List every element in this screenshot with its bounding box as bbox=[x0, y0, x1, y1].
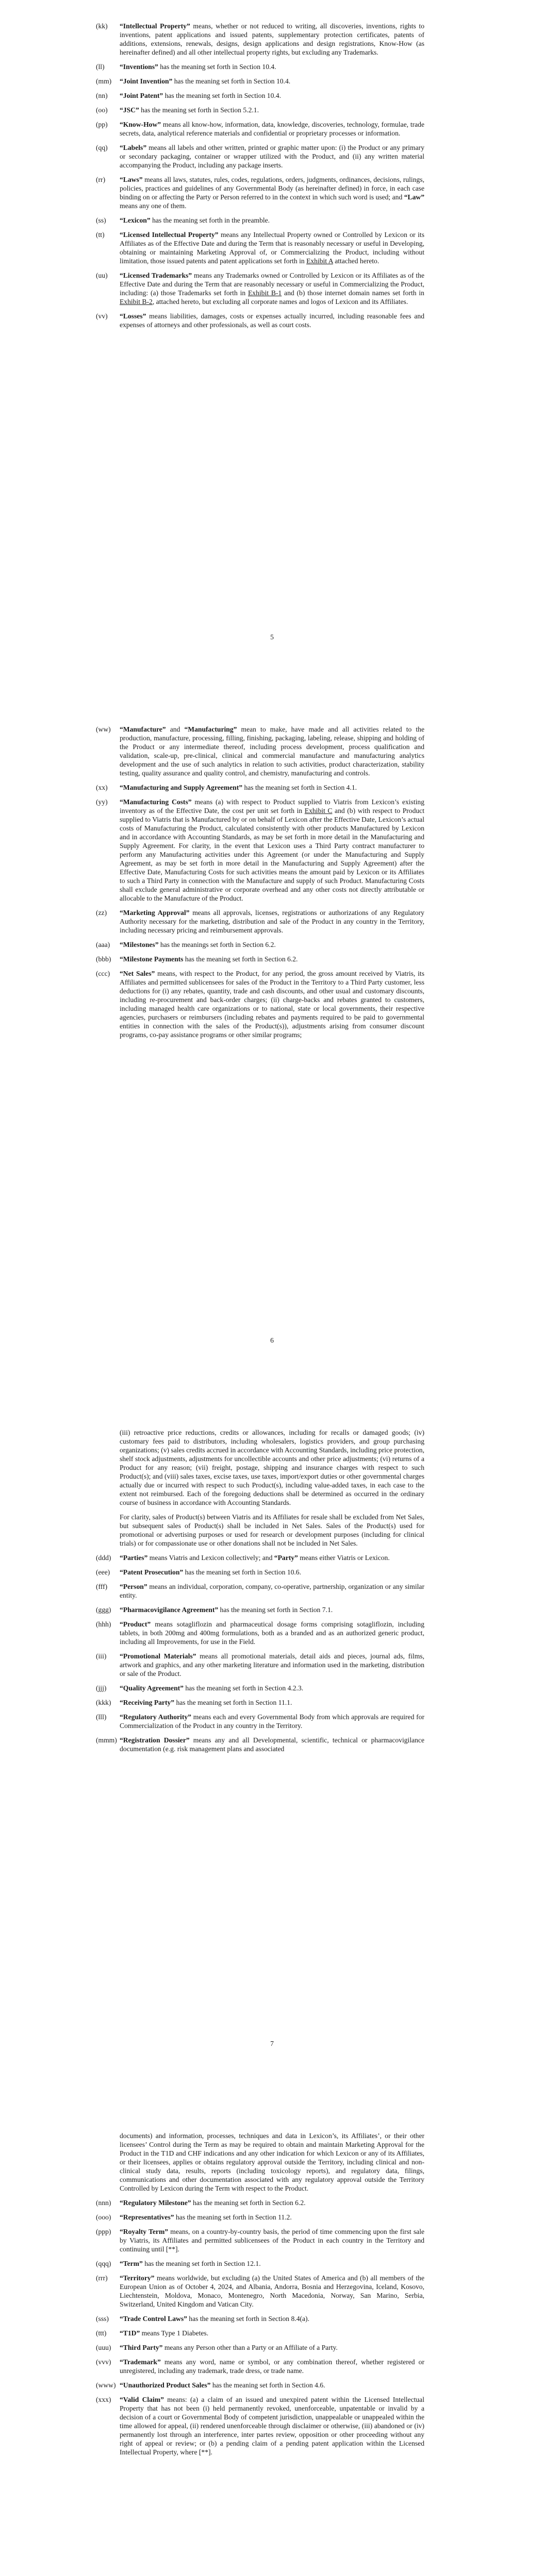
definition-text: means: (a) a claim of an issued and unexpired patent within the Licensed Intellectual Property that has not been (i) held permanently revoked, unenforceable, unpatentable or invalid by a decision of a court or Governmental Body of competent jurisdiction, unappealable or unappealed within the time allowed for appeal, (ii) rendered unenforceable through disclaimer or otherwise, (iii) abandoned or (iv) permanently lost through an interference, inter partes review, opposition or other proceeding without any right of appeal or review; or (b) a pending claim of a pending patent application within the Licensed Intellectual Property, where [**]. bbox=[120, 2396, 424, 2456]
definition-item bbox=[0, 1713, 544, 1730]
definition-text: means any one of them. bbox=[120, 202, 187, 210]
page-content bbox=[0, 2131, 544, 2462]
defined-term: “Party” bbox=[274, 1554, 298, 1562]
defined-term: “Manufacture” bbox=[120, 725, 166, 733]
definition-text: has the meaning set forth in the preamble. bbox=[150, 216, 270, 224]
definition-text: has the meaning set forth in Section 10.4. bbox=[158, 63, 276, 71]
definition-text: means any Intellectual Property owned or Controlled by Lexicon or its Affiliates as of the Effective Date and during the Term that is reasonably necessary or useful in Developing, obtaining or maintaining Marketing Approval of, or Commercializing the Product, including without limitation, those issued patents and patent applications set forth in bbox=[120, 231, 424, 265]
defined-term: “Pharmacovigilance Agreement” bbox=[120, 1606, 219, 1614]
definition-text: has the meaning set forth in Section 11.1. bbox=[174, 1699, 292, 1706]
page-content bbox=[0, 725, 544, 1045]
definition-label: (xx) bbox=[96, 784, 108, 791]
defined-term: “Promotional Materials” bbox=[120, 1652, 196, 1660]
defined-term: “Manufacturing” bbox=[184, 725, 237, 733]
definition-text: means (a) with respect to Product supplied to Viatris from Lexicon’s existing inventory as of the Effective Date, the cost per unit set forth in bbox=[120, 798, 424, 815]
definition-text: means an individual, corporation, company, co-operative, partnership, organization or any similar entity. bbox=[120, 1583, 424, 1599]
definition-text: has the meaning set forth in Section 6.2. bbox=[191, 2199, 306, 2207]
definition-label: (ww) bbox=[96, 725, 111, 733]
definition-label: (xxx) bbox=[96, 2396, 111, 2403]
definition-text: means any Trademarks owned or Controlled by Lexicon or its Affiliates as of the Effective Date and during the Term that are reasonably necessary or useful in Commercializing the Product, including: (a) those Trademarks set forth in bbox=[120, 272, 424, 297]
defined-term: “Royalty Term” bbox=[120, 2228, 169, 2235]
definition-item bbox=[0, 798, 544, 903]
definition-item bbox=[0, 91, 544, 100]
exhibit-reference: Exhibit A bbox=[306, 257, 333, 265]
definition-item bbox=[0, 1698, 544, 1707]
definition-label: (zz) bbox=[96, 909, 107, 917]
definition-text: means, whether or not reduced to writing, all discoveries, inventions, rights to inventions, patent applications and issued patents, supplementary protection certificates, patents of additions, extensions, renewals, designs, design applications and design registrations, Know-How (as hereinafter defined) and all other intellectual property rights, but excluding any Trademarks. bbox=[120, 22, 424, 56]
page-number: 7 bbox=[270, 2040, 274, 2047]
definition-label: (ccc) bbox=[96, 970, 110, 977]
definition-item bbox=[0, 1620, 544, 1646]
definition-item bbox=[0, 1684, 544, 1692]
definition-item bbox=[0, 1605, 544, 1614]
definition-item bbox=[0, 143, 544, 170]
defined-term: “Parties” bbox=[120, 1554, 148, 1562]
definition-label: (rrr) bbox=[96, 2274, 108, 2282]
definition-item bbox=[0, 22, 544, 57]
definition-label: (mm) bbox=[96, 77, 112, 85]
definition-label: (nnn) bbox=[96, 2199, 111, 2207]
page-6 bbox=[0, 703, 544, 1406]
exhibit-reference: Exhibit B-1 bbox=[248, 289, 282, 297]
definition-label: (iii) bbox=[96, 1652, 107, 1660]
defined-term: “Marketing Approval” bbox=[120, 909, 190, 917]
definition-item bbox=[0, 1652, 544, 1678]
definition-text: means Type 1 Diabetes. bbox=[140, 2329, 209, 2337]
defined-term: “Lexicon” bbox=[120, 216, 151, 224]
defined-term: “Milestones” bbox=[120, 941, 159, 948]
definition-item bbox=[0, 783, 544, 792]
definition-text: has the meaning set forth in Section 5.2.1. bbox=[139, 106, 259, 114]
definition-label: (ttt) bbox=[96, 2329, 107, 2337]
definition-text: means liabilities, damages, costs or expenses actually incurred, including reasonable fees and expenses of attorneys and other professionals, as well as court costs. bbox=[120, 312, 424, 329]
definition-text: has the meaning set forth in Section 11.2. bbox=[174, 2213, 292, 2221]
defined-term: “Law” bbox=[404, 193, 424, 201]
definition-text: means any Person other than a Party or an Affiliate of a Party. bbox=[162, 2344, 338, 2351]
defined-term: “Joint Patent” bbox=[120, 92, 163, 99]
definition-text: means Viatris and Lexicon collectively; and bbox=[147, 1554, 274, 1562]
definition-label: (rr) bbox=[96, 176, 106, 183]
definition-item bbox=[0, 2259, 544, 2268]
definition-text: means each and every Governmental Body from which approvals are required for Commercialization of the Product in any country in the Territory. bbox=[120, 1713, 425, 1730]
definition-label: (uu) bbox=[96, 272, 108, 279]
definition-label: (oo) bbox=[96, 106, 108, 114]
definition-text: means all know-how, information, data, knowledge, discoveries, technology, formulae, trade secrets, data, analytical reference materials and confidential or proprietary processes or information. bbox=[120, 121, 424, 137]
defined-term: “Representatives” bbox=[120, 2213, 174, 2221]
definition-text: mean to make, have made and all activities related to the production, manufacture, processing, filling, finishing, packaging, labeling, release, shipping and holding of the Product or any intermediate thereof, including process development, process qualification and validation, scale-up, pre-clinical, clinical and commercial manufacture and manufacturing analytics development and the use of such analytics in relation to such activities, product characterization, stability testing, quality assurance and quality control, and chemistry, manufacturing and controls. bbox=[120, 725, 424, 777]
definition-text: means any word, name or symbol, or any combination thereof, whether registered or unregistered, including any trademark, trade dress, or trade name. bbox=[120, 2358, 424, 2375]
definition-label: (qqq) bbox=[96, 2260, 111, 2267]
definition-text: has the meaning set forth in Section 4.6. bbox=[210, 2381, 325, 2389]
definition-text: means all labels and other written, printed or graphic matter upon: (i) the Product or any primary or secondary packaging, container or wrapper utilized with the Product, and (ii) any written material accompanying the Product, including any package inserts. bbox=[120, 144, 424, 169]
definition-text: has the meaning set forth in Section 10.4. bbox=[172, 77, 291, 85]
definition-text: has the meaning set forth in Section 12.1. bbox=[142, 2260, 261, 2267]
defined-term: “Intellectual Property” bbox=[120, 22, 190, 30]
definition-text: means sotagliflozin and pharmaceutical dosage forms comprising sotagliflozin, including tablets, in both 200mg and 400mg formulations, both as a branded and as an authorized generic product, including all Improvements, for use in the Field. bbox=[120, 1620, 424, 1646]
page-number: 6 bbox=[270, 1336, 274, 1344]
definition-text: has the meanings set forth in Section 6.2. bbox=[158, 941, 276, 948]
definition-item bbox=[0, 969, 544, 1039]
definition-text: , attached hereto, but excluding all corporate names and logos of Lexicon and its Affiliates. bbox=[152, 298, 408, 306]
definition-label: (lll) bbox=[96, 1713, 107, 1721]
definition-item bbox=[0, 955, 544, 963]
defined-term: “Laws” bbox=[120, 176, 143, 183]
definition-label: (qq) bbox=[96, 144, 108, 151]
defined-term: “Trademark” bbox=[120, 2358, 161, 2366]
definition-label: (yy) bbox=[96, 798, 108, 806]
definition-item bbox=[0, 120, 544, 138]
definition-item bbox=[0, 2343, 544, 2352]
defined-term: “Joint Invention” bbox=[120, 77, 173, 85]
defined-term: “Territory” bbox=[120, 2274, 155, 2282]
definition-label: (tt) bbox=[96, 231, 105, 239]
definition-text: documents) and information, processes, techniques and data in Lexicon’s, its Affiliates’, or their other licensees’ Control during the Term as may be required to obtain and maintain Marketing Approval for the Product in the T1D and CHF indications and any other indication for which Lexicon or any of its Affiliates, or their licensees, applies or obtains regulatory approval outside the Territory, including clinical and non-clinical study data, results, reports (including toxicology reports), and regulatory data, filings, communications and other documentation associated with any regulatory approval outside the Territory Controlled by Lexicon during the Term with respect to the Product. bbox=[120, 2132, 424, 2192]
definition-item bbox=[0, 77, 544, 86]
definition-label: (ppp) bbox=[96, 2228, 111, 2235]
definition-text: means all laws, statutes, rules, codes, regulations, orders, judgments, ordinances, decisions, rulings, policies, practices and guidelines of any Governmental Body (as hereinafter defined) in force, in each case binding on or affecting the Party or Person referred to in the context in which such word is used; and bbox=[120, 176, 424, 201]
defined-term: “Labels” bbox=[120, 144, 147, 151]
definition-text: means any and all Developmental, scientific, technical or pharmacovigilance documentation (e.g. risk management plans and associated bbox=[120, 1736, 424, 1753]
defined-term: “Inventions” bbox=[120, 63, 158, 71]
defined-term: “Receiving Party” bbox=[120, 1699, 175, 1706]
definition-text: means, on a country-by-country basis, the period of time commencing upon the first sale by Viatris, its Affiliates and permitted sublicensees of the Product in each country in the Territory and continuing until [**]. bbox=[120, 2228, 424, 2253]
definition-text: means either Viatris or Lexicon. bbox=[298, 1554, 390, 1562]
exhibit-reference: Exhibit C bbox=[304, 807, 333, 815]
definition-label: (uuu) bbox=[96, 2344, 111, 2351]
definition-label: (ddd) bbox=[96, 1554, 111, 1562]
page-number: 5 bbox=[270, 633, 274, 641]
definition-text: has the meaning set forth in Section 7.1. bbox=[218, 1606, 333, 1614]
definition-item bbox=[0, 2274, 544, 2309]
definition-item bbox=[0, 271, 544, 306]
definition-text: has the meaning set forth in Section 10.6. bbox=[183, 1568, 302, 1576]
definition-text: and (b) with respect to Product supplied to Viatris that is Manufactured by or on behalf of Lexicon after the Effective Date, Lexicon’s actual costs of Manufacturing the Product, calculated consistently with other products Manufactured by Lexicon and in accordance with Accounting Standards, as may be set forth in more detail in the Manufacturing and Supply Agreement. For clarity, in the event that Lexicon uses a Third Party contract manufacturer to perform any Manufacturing activities under this Agreement (or under the Manufacturing and Supply Agreement, as may be set forth in more detail in the Manufacturing and Supply Agreement) after the Effective Date, Manufacturing Costs for such activities means the amount paid by Lexicon or its Affiliates to such a Third Party in connection with the Manufacture and supply of such Product. Manufacturing Costs shall exclude general administrative or corporate overhead and any other costs not directly attributable or allocable to the Manufacture of the Product. bbox=[120, 807, 424, 902]
definition-label: (ss) bbox=[96, 216, 106, 224]
defined-term: “Regulatory Milestone” bbox=[120, 2199, 191, 2207]
definition-item bbox=[0, 312, 544, 329]
definition-item bbox=[0, 2227, 544, 2253]
definition-item bbox=[0, 1582, 544, 1600]
definition-continuation bbox=[0, 1513, 544, 1548]
definition-item bbox=[0, 940, 544, 949]
definition-item bbox=[0, 1568, 544, 1577]
defined-term: “Manufacturing Costs” bbox=[120, 798, 192, 806]
page-content bbox=[0, 1428, 544, 1759]
definition-label: (kkk) bbox=[96, 1699, 111, 1706]
definition-continuation bbox=[0, 2131, 544, 2193]
defined-term: “JSC” bbox=[120, 106, 139, 114]
definition-item bbox=[0, 2358, 544, 2375]
defined-term: “Person” bbox=[120, 1583, 147, 1590]
definition-label: (eee) bbox=[96, 1568, 110, 1576]
defined-term: “Regulatory Authority” bbox=[120, 1713, 191, 1721]
definition-label: (vv) bbox=[96, 312, 108, 320]
definition-item bbox=[0, 175, 544, 210]
defined-term: “Third Party” bbox=[120, 2344, 163, 2351]
page-8 bbox=[0, 2110, 544, 2576]
definition-item bbox=[0, 908, 544, 935]
definition-item bbox=[0, 2381, 544, 2389]
definition-text: has the meaning set forth in Section 8.4(a). bbox=[187, 2315, 309, 2323]
definition-text: means all promotional materials, detail aids and pieces, journal ads, films, artwork and graphics, and any other marketing literature and information used in the marketing, distribution or sale of the Product. bbox=[120, 1652, 424, 1677]
definition-item bbox=[0, 230, 544, 265]
definition-label: (jjj) bbox=[96, 1684, 107, 1692]
definition-label: (aaa) bbox=[96, 941, 110, 948]
defined-term: “Trade Control Laws” bbox=[120, 2315, 187, 2323]
definition-label: (pp) bbox=[96, 121, 108, 128]
definition-label: (bbb) bbox=[96, 955, 111, 963]
definition-item bbox=[0, 106, 544, 114]
definition-item bbox=[0, 2314, 544, 2323]
definition-item bbox=[0, 2198, 544, 2207]
definition-continuation bbox=[0, 1428, 544, 1507]
defined-term: “Patent Prosecution” bbox=[120, 1568, 184, 1576]
definition-text: has the meaning set forth in Section 6.2. bbox=[183, 955, 298, 963]
definition-label: (mmm) bbox=[96, 1736, 117, 1744]
definition-text: means worldwide, but excluding (a) the United States of America and (b) all members of the European Union as of October 4, 2024, and Albania, Andorra, Bosnia and Herzegovina, Iceland, Kosovo, Liechtenstein, Moldova, Monaco, Montenegro, North Macedonia, Norway, San Marino, Serbia, Switzerland, United Kingdom and Vatican City. bbox=[120, 2274, 424, 2308]
definition-item bbox=[0, 1736, 544, 1753]
defined-term: “Unauthorized Product Sales” bbox=[120, 2381, 211, 2389]
page-5 bbox=[0, 0, 544, 703]
definition-label: (nn) bbox=[96, 92, 108, 99]
defined-term: “Losses” bbox=[120, 312, 146, 320]
defined-term: “Net Sales” bbox=[120, 970, 155, 977]
defined-term: “Licensed Trademarks” bbox=[120, 272, 192, 279]
definition-label: (sss) bbox=[96, 2315, 109, 2323]
definition-label: (fff) bbox=[96, 1583, 108, 1590]
defined-term: “Registration Dossier” bbox=[120, 1736, 190, 1744]
definition-text: For clarity, sales of Product(s) between Viatris and its Affiliates for resale shall be excluded from Net Sales, but subsequent sales of Product(s) shall be included in Net Sales. Sales of the Product(s) used for promotional or advertising purposes or used for research or development purposes (including for clinical trials) or for compassionate use or other donations shall not be included in Net Sales. bbox=[120, 1513, 424, 1547]
page-7 bbox=[0, 1406, 544, 2110]
definition-text: means all approvals, licenses, registrations or authorizations of any Regulatory Authority necessary for the marketing, distribution and sale of the Product in any country in the Territory, including necessary pricing and reimbursement approvals. bbox=[120, 909, 424, 934]
definition-text: and bbox=[166, 725, 185, 733]
definition-item bbox=[0, 216, 544, 225]
definition-text: has the meaning set forth in Section 4.1. bbox=[242, 784, 357, 791]
definition-label: (hhh) bbox=[96, 1620, 111, 1628]
definition-text: attached hereto. bbox=[333, 257, 380, 265]
defined-term: “Valid Claim” bbox=[120, 2396, 164, 2403]
page-content bbox=[0, 22, 544, 335]
definition-label: (ll) bbox=[96, 63, 105, 71]
definition-text: (iii) retroactive price reductions, credits or allowances, including for recalls or damaged goods; (iv) customary fees paid to distributors, including wholesalers, logistics providers, and group purchasing organizations; (v) sales credits accrued in accordance with Accounting Standards, including price protection, shelf stock adjustments, adjustments for uncollectible accounts and other price adjustments; (vi) returns of a Product for any reason; (vii) freight, postage, shipping and insurance charges with respect to such Product(s); and (viii) sales taxes, excise taxes, use taxes, import/export duties or other governmental charges actually due or incurred with respect to such Product(s), including value-added taxes, in each case to the extent not reimbursed. Each of the foregoing deductions shall be determined as occurred in the ordinary course of business in accordance with Accounting Standards. bbox=[120, 1429, 424, 1506]
exhibit-reference: Exhibit B-2 bbox=[120, 298, 153, 306]
defined-term: “Product” bbox=[120, 1620, 151, 1628]
defined-term: “T1D” bbox=[120, 2329, 140, 2337]
defined-term: “Licensed Intellectual Property” bbox=[120, 231, 219, 239]
defined-term: “Term” bbox=[120, 2260, 143, 2267]
definition-text: has the meaning set forth in Section 4.2.3. bbox=[183, 1684, 304, 1692]
definition-item bbox=[0, 2395, 544, 2456]
definition-label: (ooo) bbox=[96, 2213, 111, 2221]
definition-label: (vvv) bbox=[96, 2358, 111, 2366]
definition-item bbox=[0, 725, 544, 777]
definition-label: (www) bbox=[96, 2381, 116, 2389]
definition-text: means, with respect to the Product, for any period, the gross amount received by Viatris, its Affiliates and permitted sublicensees for sales of the Product in the Territory to a Third Party customer, less deductions for (i) any rebates, quantity, trade and cash discounts, and other usual and customary discounts, including re-procurement and back-order charges; (ii) charge-backs and rebates granted to customers, including managed health care organizations or to national, state or local governments, their respective agencies, purchasers or reimbursers (including rebates and payments required to be paid to governmental entities in connection with the sales of the Product(s)), adjustments arising from consumer discount programs, co-pay assistance programs or other similar programs; bbox=[120, 970, 424, 1039]
defined-term: “Milestone Payments bbox=[120, 955, 184, 963]
definition-text: and (b) those internet domain names set forth in bbox=[282, 289, 424, 297]
definition-item bbox=[0, 62, 544, 71]
definition-label: (kk) bbox=[96, 22, 108, 30]
definition-text: has the meaning set forth in Section 10.4. bbox=[163, 92, 281, 99]
definition-item bbox=[0, 2213, 544, 2222]
defined-term: “Manufacturing and Supply Agreement” bbox=[120, 784, 243, 791]
definition-label: (ggg) bbox=[96, 1606, 111, 1614]
definition-item bbox=[0, 2329, 544, 2337]
definition-item bbox=[0, 1553, 544, 1562]
defined-term: “Quality Agreement” bbox=[120, 1684, 184, 1692]
defined-term: “Know-How” bbox=[120, 121, 161, 128]
